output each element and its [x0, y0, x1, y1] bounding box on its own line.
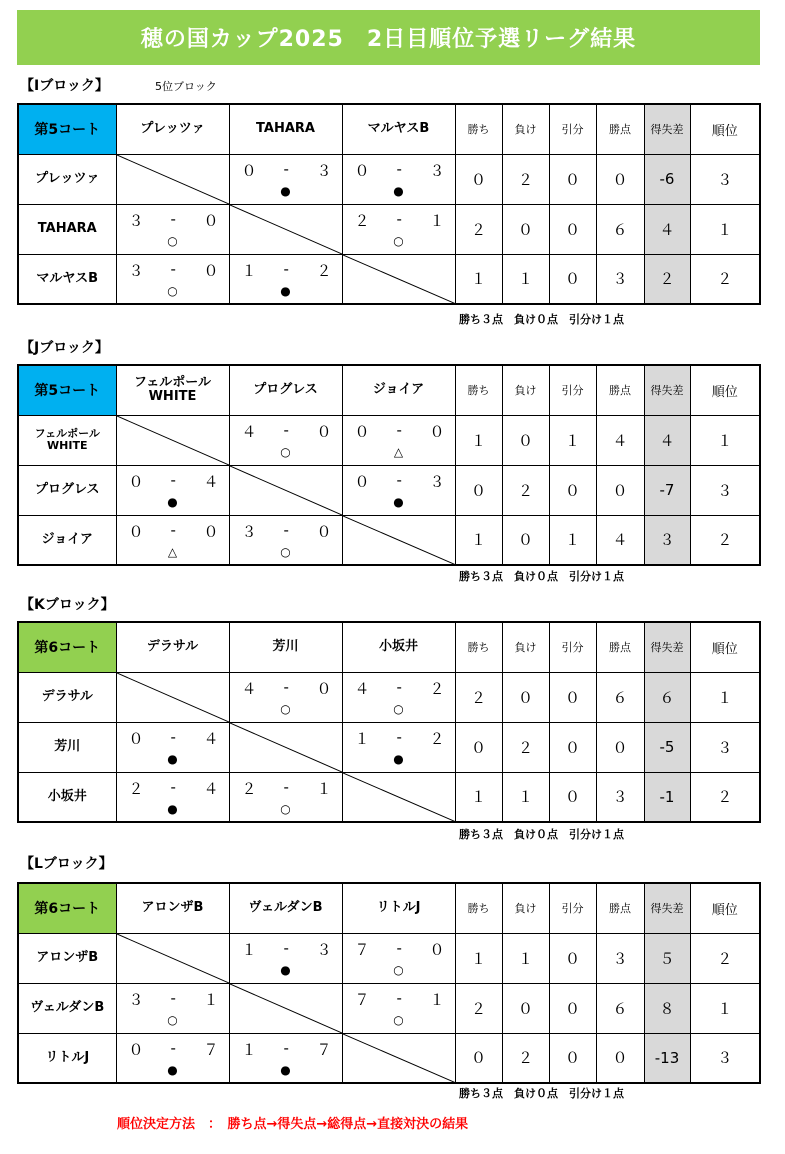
- goals-against: ３: [429, 161, 445, 180]
- goals-for: ０: [128, 472, 144, 491]
- goals-for: ７: [354, 940, 370, 959]
- result-mark: △: [393, 444, 404, 459]
- match-score-cell: [116, 722, 229, 772]
- points-value: ３: [596, 772, 644, 822]
- rank-value: ２: [690, 515, 760, 565]
- goals-for: ０: [241, 161, 257, 180]
- self-match-cell: [229, 204, 342, 254]
- rank-value: ３: [690, 722, 760, 772]
- goals-against: ０: [316, 422, 332, 441]
- goals-against: ７: [316, 1040, 332, 1059]
- match-score-cell: [116, 772, 229, 822]
- match-score-cell: [342, 672, 455, 722]
- team-column-header: リトルJ: [342, 883, 455, 933]
- table-row: [18, 772, 760, 822]
- score-separator: -: [170, 470, 176, 489]
- points-value: ３: [596, 254, 644, 304]
- result-mark: ●: [393, 183, 404, 198]
- goals-for: ３: [128, 261, 144, 280]
- table-row: [18, 515, 760, 565]
- team-column-header: 小坂井: [342, 622, 455, 672]
- match-score-cell: [342, 154, 455, 204]
- goal-diff-value: ４: [644, 415, 690, 465]
- team-column-header: ジョイア: [342, 365, 455, 415]
- losses-value: １: [502, 772, 549, 822]
- match-score-cell: [116, 204, 229, 254]
- team-column-header: ヴェルダンB: [229, 883, 342, 933]
- wins-value: １: [455, 254, 502, 304]
- draws-value: ０: [549, 204, 596, 254]
- goals-for: ４: [241, 422, 257, 441]
- table-row: [18, 465, 760, 515]
- block-i-label: 【Iブロック】: [20, 78, 109, 94]
- block-l-label: 【Lブロック】: [20, 856, 113, 872]
- goals-against: ０: [429, 940, 445, 959]
- points-value: ６: [596, 204, 644, 254]
- goals-for: ０: [128, 729, 144, 748]
- goals-for: ３: [241, 522, 257, 541]
- goal-diff-value: ６: [644, 672, 690, 722]
- score-separator: -: [396, 159, 402, 178]
- result-mark: ○: [393, 1012, 404, 1027]
- team-column-header: デラサル: [116, 622, 229, 672]
- match-score-cell: [229, 154, 342, 204]
- losses-value: ０: [502, 672, 549, 722]
- team-column-header: TAHARA: [229, 104, 342, 154]
- goals-for: ４: [241, 679, 257, 698]
- goals-against: ０: [203, 522, 219, 541]
- diagonal-slash: [230, 723, 342, 772]
- losses-value: ０: [502, 204, 549, 254]
- result-mark: ○: [393, 962, 404, 977]
- losses-value: ０: [502, 983, 549, 1033]
- table-row: [18, 1033, 760, 1083]
- goal-diff-value: ５: [644, 933, 690, 983]
- stat-column-header: 順位: [690, 104, 760, 154]
- diagonal-slash: [343, 255, 455, 304]
- points-value: ４: [596, 415, 644, 465]
- ranking-method-note: 順位決定方法 ： 勝ち点→得失点→総得点→直接対決の結果: [117, 1117, 469, 1132]
- goals-against: ０: [316, 522, 332, 541]
- team-column-header: プレッツァ: [116, 104, 229, 154]
- result-mark: △: [167, 544, 178, 559]
- team-name: アロンザB: [18, 933, 116, 983]
- score-separator: -: [396, 938, 402, 957]
- wins-value: １: [455, 772, 502, 822]
- table-header-row: [18, 622, 760, 672]
- goals-against: ４: [203, 729, 219, 748]
- score-separator: -: [283, 420, 289, 439]
- goals-against: ２: [429, 679, 445, 698]
- stat-column-header: 勝点: [596, 365, 644, 415]
- self-match-cell: [342, 515, 455, 565]
- result-mark: ○: [280, 444, 291, 459]
- table-row: [18, 672, 760, 722]
- match-score-cell: [342, 722, 455, 772]
- goal-diff-value: ８: [644, 983, 690, 1033]
- match-score-cell: [342, 204, 455, 254]
- table-row: [18, 415, 760, 465]
- score-separator: -: [283, 520, 289, 539]
- goals-against: ０: [203, 261, 219, 280]
- rank-value: ２: [690, 254, 760, 304]
- court-label: 第5コート: [18, 104, 116, 154]
- goals-against: １: [429, 211, 445, 230]
- match-score-cell: [342, 465, 455, 515]
- self-match-cell: [116, 933, 229, 983]
- score-separator: -: [396, 677, 402, 696]
- goals-against: １: [203, 990, 219, 1009]
- draws-value: ０: [549, 933, 596, 983]
- league-table-l: [17, 882, 761, 1084]
- score-separator: -: [283, 259, 289, 278]
- draws-value: ０: [549, 154, 596, 204]
- diagonal-slash: [117, 155, 229, 204]
- points-value: ０: [596, 154, 644, 204]
- stat-column-header: 勝点: [596, 622, 644, 672]
- rank-value: ３: [690, 465, 760, 515]
- wins-value: ２: [455, 204, 502, 254]
- goals-for: １: [241, 261, 257, 280]
- table-row: [18, 254, 760, 304]
- league-table-j: [17, 364, 761, 566]
- team-column-header: マルヤスB: [342, 104, 455, 154]
- wins-value: ０: [455, 154, 502, 204]
- team-name: プレッツァ: [18, 154, 116, 204]
- self-match-cell: [116, 415, 229, 465]
- team-column-header: アロンザB: [116, 883, 229, 933]
- losses-value: ２: [502, 722, 549, 772]
- goals-for: ０: [128, 1040, 144, 1059]
- rank-value: １: [690, 204, 760, 254]
- team-name: 小坂井: [18, 772, 116, 822]
- losses-value: ２: [502, 465, 549, 515]
- self-match-cell: [342, 254, 455, 304]
- table-row: [18, 983, 760, 1033]
- goals-for: ２: [354, 211, 370, 230]
- stat-column-header: 勝ち: [455, 883, 502, 933]
- points-legend: 勝ち３点 負け０点 引分け１点: [459, 570, 624, 583]
- stat-column-header: 引分: [549, 883, 596, 933]
- stat-column-header: 得失差: [644, 365, 690, 415]
- result-mark: ○: [393, 701, 404, 716]
- wins-value: １: [455, 933, 502, 983]
- result-mark: ●: [280, 283, 291, 298]
- goals-against: １: [316, 779, 332, 798]
- table-row: [18, 154, 760, 204]
- match-score-cell: [116, 465, 229, 515]
- stat-column-header: 勝ち: [455, 365, 502, 415]
- stat-column-header: 負け: [502, 104, 549, 154]
- team-name: ジョイア: [18, 515, 116, 565]
- diagonal-slash: [230, 466, 342, 515]
- points-value: ０: [596, 722, 644, 772]
- stat-column-header: 引分: [549, 104, 596, 154]
- diagonal-slash: [343, 773, 455, 822]
- goals-against: ０: [429, 422, 445, 441]
- stat-column-header: 順位: [690, 365, 760, 415]
- team-name: デラサル: [18, 672, 116, 722]
- stat-column-header: 得失差: [644, 883, 690, 933]
- diagonal-slash: [230, 984, 342, 1033]
- wins-value: ０: [455, 1033, 502, 1083]
- points-legend: 勝ち３点 負け０点 引分け１点: [459, 1087, 624, 1100]
- match-score-cell: [116, 983, 229, 1033]
- draws-value: ０: [549, 722, 596, 772]
- stat-column-header: 勝点: [596, 883, 644, 933]
- rank-value: １: [690, 983, 760, 1033]
- result-mark: ○: [167, 283, 178, 298]
- self-match-cell: [229, 983, 342, 1033]
- stat-column-header: 順位: [690, 622, 760, 672]
- score-separator: -: [170, 209, 176, 228]
- table-row: [18, 933, 760, 983]
- result-mark: ●: [393, 751, 404, 766]
- losses-value: １: [502, 254, 549, 304]
- table-row: [18, 722, 760, 772]
- league-table-k: [17, 621, 761, 823]
- league-table-i: [17, 103, 761, 305]
- diagonal-slash: [343, 516, 455, 565]
- goals-against: ０: [316, 679, 332, 698]
- match-score-cell: [116, 515, 229, 565]
- diagonal-slash: [343, 1034, 455, 1083]
- table-header-row: [18, 883, 760, 933]
- stat-column-header: 得失差: [644, 104, 690, 154]
- court-label: 第6コート: [18, 883, 116, 933]
- points-value: ６: [596, 983, 644, 1033]
- result-mark: ●: [167, 801, 178, 816]
- goals-against: ２: [316, 261, 332, 280]
- goals-for: ３: [128, 990, 144, 1009]
- match-score-cell: [229, 515, 342, 565]
- draws-value: １: [549, 515, 596, 565]
- points-legend: 勝ち３点 負け０点 引分け１点: [459, 828, 624, 841]
- goals-against: ３: [316, 161, 332, 180]
- team-name: 芳川: [18, 722, 116, 772]
- goals-for: ０: [354, 472, 370, 491]
- result-mark: ○: [280, 544, 291, 559]
- stat-column-header: 負け: [502, 365, 549, 415]
- result-mark: ○: [393, 233, 404, 248]
- wins-value: ０: [455, 465, 502, 515]
- result-mark: ●: [167, 1062, 178, 1077]
- team-name: フェルポール WHITE: [18, 415, 116, 465]
- rank-value: ２: [690, 933, 760, 983]
- match-score-cell: [116, 254, 229, 304]
- goal-diff-value: -7: [644, 465, 690, 515]
- team-name: マルヤスB: [18, 254, 116, 304]
- rank-value: ２: [690, 772, 760, 822]
- goal-diff-value: ２: [644, 254, 690, 304]
- diagonal-slash: [117, 934, 229, 983]
- wins-value: ０: [455, 722, 502, 772]
- diagonal-slash: [230, 205, 342, 254]
- team-column-header: 芳川: [229, 622, 342, 672]
- team-column-header: プログレス: [229, 365, 342, 415]
- self-match-cell: [229, 465, 342, 515]
- rank-value: ３: [690, 1033, 760, 1083]
- goal-diff-value: ３: [644, 515, 690, 565]
- losses-value: ２: [502, 1033, 549, 1083]
- points-legend: 勝ち３点 負け０点 引分け１点: [459, 313, 624, 326]
- goals-for: １: [241, 1040, 257, 1059]
- score-separator: -: [396, 209, 402, 228]
- score-separator: -: [170, 259, 176, 278]
- match-score-cell: [229, 933, 342, 983]
- goal-diff-value: ４: [644, 204, 690, 254]
- goals-against: ３: [429, 472, 445, 491]
- wins-value: １: [455, 515, 502, 565]
- block-i-sublabel: 5位ブロック: [155, 80, 217, 93]
- stat-column-header: 勝ち: [455, 104, 502, 154]
- goals-against: ２: [429, 729, 445, 748]
- score-separator: -: [170, 988, 176, 1007]
- rank-value: ３: [690, 154, 760, 204]
- match-score-cell: [229, 772, 342, 822]
- score-separator: -: [283, 159, 289, 178]
- rank-value: １: [690, 415, 760, 465]
- result-mark: ●: [280, 962, 291, 977]
- team-name: プログレス: [18, 465, 116, 515]
- goals-for: ２: [241, 779, 257, 798]
- points-value: ４: [596, 515, 644, 565]
- result-mark: ●: [167, 751, 178, 766]
- draws-value: ０: [549, 983, 596, 1033]
- score-separator: -: [170, 520, 176, 539]
- points-value: ３: [596, 933, 644, 983]
- goals-against: １: [429, 990, 445, 1009]
- score-separator: -: [396, 727, 402, 746]
- table-header-row: [18, 104, 760, 154]
- points-value: ０: [596, 1033, 644, 1083]
- goals-for: １: [241, 940, 257, 959]
- match-score-cell: [342, 983, 455, 1033]
- self-match-cell: [116, 672, 229, 722]
- diagonal-slash: [117, 416, 229, 465]
- block-k-label: 【Kブロック】: [20, 597, 115, 613]
- points-value: ６: [596, 672, 644, 722]
- team-name: TAHARA: [18, 204, 116, 254]
- score-separator: -: [283, 777, 289, 796]
- team-name: リトルJ: [18, 1033, 116, 1083]
- draws-value: ０: [549, 772, 596, 822]
- table-header-row: [18, 365, 760, 415]
- goals-against: ０: [203, 211, 219, 230]
- draws-value: ０: [549, 1033, 596, 1083]
- stat-column-header: 勝ち: [455, 622, 502, 672]
- goals-for: ２: [128, 779, 144, 798]
- table-row: [18, 204, 760, 254]
- team-column-header: フェルポール WHITE: [116, 365, 229, 415]
- goal-diff-value: -13: [644, 1033, 690, 1083]
- result-mark: ○: [280, 701, 291, 716]
- score-separator: -: [170, 727, 176, 746]
- wins-value: １: [455, 415, 502, 465]
- goals-against: ７: [203, 1040, 219, 1059]
- score-separator: -: [170, 1038, 176, 1057]
- stat-column-header: 引分: [549, 622, 596, 672]
- losses-value: ０: [502, 515, 549, 565]
- match-score-cell: [342, 415, 455, 465]
- stat-column-header: 負け: [502, 883, 549, 933]
- self-match-cell: [342, 772, 455, 822]
- self-match-cell: [342, 1033, 455, 1083]
- score-separator: -: [396, 988, 402, 1007]
- draws-value: ０: [549, 672, 596, 722]
- self-match-cell: [229, 722, 342, 772]
- stat-column-header: 得失差: [644, 622, 690, 672]
- result-mark: ○: [280, 801, 291, 816]
- match-score-cell: [229, 672, 342, 722]
- goals-for: １: [354, 729, 370, 748]
- match-score-cell: [342, 933, 455, 983]
- result-mark: ○: [167, 1012, 178, 1027]
- stat-column-header: 順位: [690, 883, 760, 933]
- goals-against: ３: [316, 940, 332, 959]
- wins-value: ２: [455, 672, 502, 722]
- goal-diff-value: -1: [644, 772, 690, 822]
- team-name: ヴェルダンB: [18, 983, 116, 1033]
- result-mark: ○: [167, 233, 178, 248]
- score-separator: -: [396, 420, 402, 439]
- match-score-cell: [116, 1033, 229, 1083]
- goal-diff-value: -5: [644, 722, 690, 772]
- draws-value: ０: [549, 254, 596, 304]
- court-label: 第5コート: [18, 365, 116, 415]
- draws-value: １: [549, 415, 596, 465]
- result-mark: ●: [280, 183, 291, 198]
- goals-for: ０: [128, 522, 144, 541]
- match-score-cell: [229, 415, 342, 465]
- match-score-cell: [229, 1033, 342, 1083]
- stat-column-header: 勝点: [596, 104, 644, 154]
- page-title: 穂の国カップ2025 2日目順位予選リーグ結果: [17, 10, 760, 65]
- match-score-cell: [229, 254, 342, 304]
- self-match-cell: [116, 154, 229, 204]
- wins-value: ２: [455, 983, 502, 1033]
- result-mark: ●: [280, 1062, 291, 1077]
- stat-column-header: 引分: [549, 365, 596, 415]
- rank-value: １: [690, 672, 760, 722]
- score-separator: -: [283, 1038, 289, 1057]
- draws-value: ０: [549, 465, 596, 515]
- score-separator: -: [170, 777, 176, 796]
- result-mark: ●: [393, 494, 404, 509]
- diagonal-slash: [117, 673, 229, 722]
- goals-for: ４: [354, 679, 370, 698]
- result-mark: ●: [167, 494, 178, 509]
- block-j-label: 【Jブロック】: [20, 340, 109, 356]
- goals-for: ０: [354, 161, 370, 180]
- score-separator: -: [396, 470, 402, 489]
- goal-diff-value: -6: [644, 154, 690, 204]
- goals-for: ０: [354, 422, 370, 441]
- score-separator: -: [283, 677, 289, 696]
- goals-for: ７: [354, 990, 370, 1009]
- losses-value: ０: [502, 415, 549, 465]
- goals-against: ４: [203, 472, 219, 491]
- losses-value: ２: [502, 154, 549, 204]
- points-value: ０: [596, 465, 644, 515]
- goals-against: ４: [203, 779, 219, 798]
- court-label: 第6コート: [18, 622, 116, 672]
- losses-value: １: [502, 933, 549, 983]
- stat-column-header: 負け: [502, 622, 549, 672]
- goals-for: ３: [128, 211, 144, 230]
- score-separator: -: [283, 938, 289, 957]
